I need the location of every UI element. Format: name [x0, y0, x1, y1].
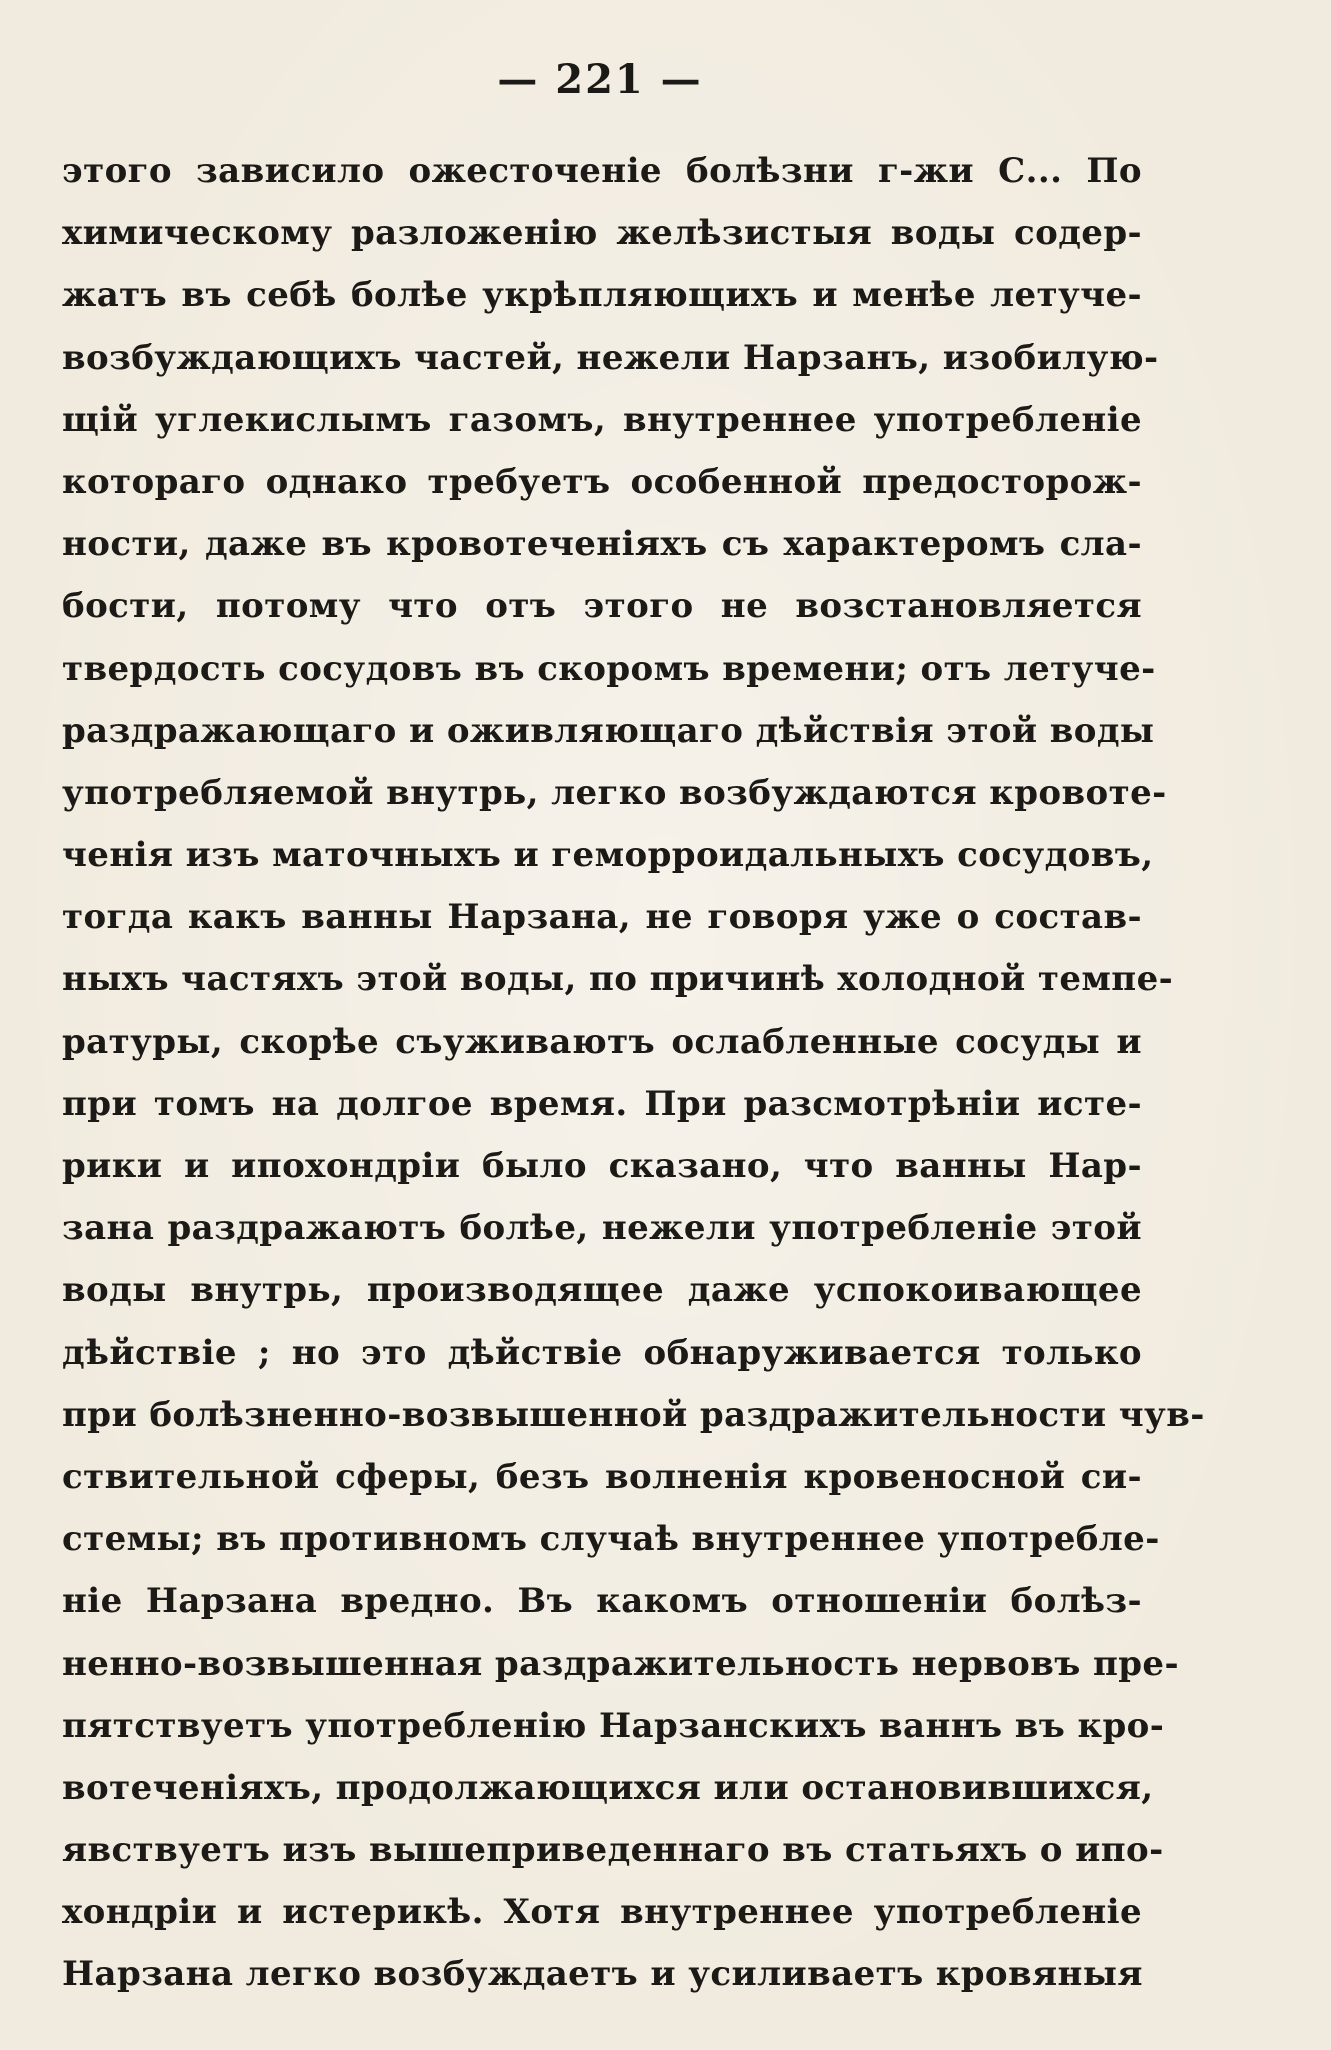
text-line: стемы; въ противномъ случаѣ внутреннее употребле-	[62, 1519, 1160, 1560]
text-line: возбуждающихъ частей, нежели Нарзанъ, изобилую-	[62, 337, 1159, 378]
text-line: ности, даже въ кровотеченіяхъ съ характеромъ сла-	[62, 524, 1142, 565]
text-line: вотеченіяхъ, продолжающихся или остановившихся,	[62, 1767, 1154, 1808]
text-line: котораго однако требуетъ особенной предосторож-	[62, 461, 1142, 502]
text-line: дѣйствіе ; но это дѣйствіе обнаруживается только	[62, 1332, 1142, 1373]
text-line: твердость сосудовъ въ скоромъ времени; отъ летуче-	[62, 648, 1156, 689]
text-line: рики и ипохондріи было сказано, что ванны Нар-	[62, 1146, 1142, 1186]
text-line: зана раздражаютъ болѣе, нежели употребленіе этой	[62, 1208, 1142, 1249]
text-line: явствуетъ изъ вышеприведеннаго въ статьяхъ о ипо-	[62, 1830, 1164, 1871]
text-line: ненно-возвышенная раздражительность нервовъ пре-	[62, 1643, 1179, 1684]
text-line: пятствуетъ употребленію Нарзанскихъ ваннъ въ кро-	[62, 1705, 1165, 1746]
text-line: при болѣзненно-возвышенной раздражительности чув-	[62, 1394, 1205, 1435]
text-line: употребляемой внутрь, легко возбуждаются кровоте-	[62, 772, 1167, 813]
text-line: этого зависило ожесточеніе болѣзни г-жи С... По	[62, 151, 1142, 191]
text-line: ніе Нарзана вредно. Въ какомъ отношеніи болѣз-	[62, 1581, 1142, 1622]
text-line: при томъ на долгое время. При разсмотрѣніи исте-	[62, 1083, 1142, 1124]
text-line: воды внутрь, производящее даже успокоивающее	[62, 1270, 1142, 1311]
text-line: ратуры, скорѣе съуживаютъ ослабленные сосуды и	[62, 1021, 1142, 1062]
text-line: бости, потому что отъ этого не возстановляется	[62, 586, 1142, 627]
text-line: тогда какъ ванны Нарзана, не говоря уже о состав-	[62, 897, 1142, 938]
body-text	[62, 140, 1205, 2006]
text-line: жатъ въ себѣ болѣе укрѣпляющихъ и менѣе летуче-	[62, 275, 1142, 316]
text-line: Нарзана легко возбуждаетъ и усиливаетъ кровяныя	[62, 1954, 1143, 1995]
page-number: — 221 —	[497, 56, 703, 103]
text-line: химическому разложенію желѣзистыя воды содер-	[62, 213, 1142, 254]
text-line: ченія изъ маточныхъ и геморроидальныхъ сосудовъ,	[62, 835, 1154, 876]
text-line: раздражающаго и оживляющаго дѣйствія этой воды	[62, 710, 1155, 751]
text-line: ствительной сферы, безъ волненія кровеносной си-	[62, 1456, 1142, 1497]
text-line: щій углекислымъ газомъ, внутреннее употребленіе	[62, 399, 1142, 440]
text-line: хондріи и истерикѣ. Хотя внутреннее употребленіе	[62, 1892, 1142, 1933]
text-line: ныхъ частяхъ этой воды, по причинѣ холодной темпе-	[62, 959, 1174, 1000]
